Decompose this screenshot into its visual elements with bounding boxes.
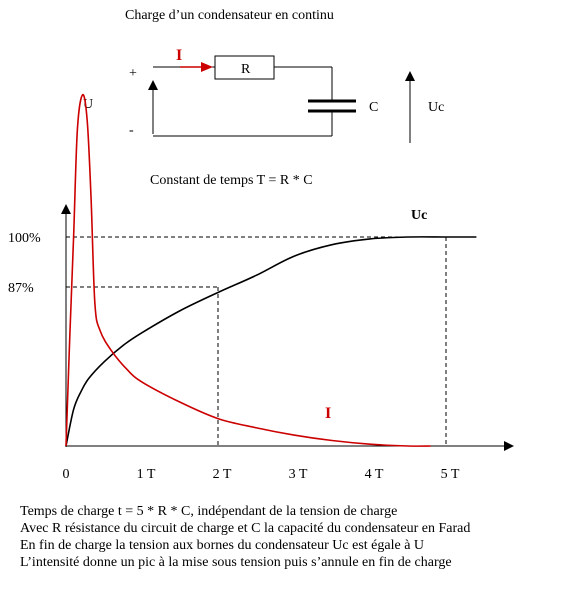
capacitor-voltage-label: Uc: [428, 100, 445, 115]
x-tick-label: 1 T: [136, 467, 156, 482]
diagram-title: Charge d’un condensateur en continu: [125, 8, 334, 23]
note-line: Temps de charge t = 5 * R * C, indépendant de la tension de charge: [20, 504, 398, 519]
note-line: L’intensité donne un pic à la mise sous tension puis s’annule en fin de charge: [20, 555, 452, 570]
x-tick-label: 2 T: [212, 467, 232, 482]
x-tick-label: 4 T: [364, 467, 384, 482]
y-tick-labels: [8, 231, 41, 296]
time-constant-text: Constant de temps T = R * C: [150, 173, 313, 188]
source-label: U: [83, 97, 94, 112]
minus-sign: -: [129, 123, 134, 138]
current-series-label: I: [325, 405, 332, 422]
x-tick-label: 3 T: [288, 467, 308, 482]
note-line: Avec R résistance du circuit de charge et C la capacité du condensateur en Farad: [20, 521, 471, 536]
uc-series-label: Uc: [411, 208, 428, 223]
charge-chart: [8, 95, 512, 482]
circuit: [83, 47, 444, 143]
current-label: I: [176, 47, 183, 64]
series-labels: [325, 208, 427, 422]
current-curve: [66, 95, 431, 447]
x-tick-labels: [63, 467, 460, 482]
capacitor-label: C: [369, 100, 379, 115]
notes-block: [20, 503, 470, 571]
x-tick-label: 5 T: [440, 467, 460, 482]
y-tick-label: 87%: [8, 281, 34, 296]
y-tick-label: 100%: [8, 231, 41, 246]
x-tick-label: 0: [62, 467, 70, 482]
reference-lines: [66, 237, 446, 446]
uc-voltage-curve: [66, 237, 476, 446]
curves: [66, 95, 476, 447]
resistor-label: R: [241, 62, 251, 77]
note-line: En fin de charge la tension aux bornes du condensateur Uc est égale à U: [20, 538, 425, 553]
plus-sign: +: [129, 66, 137, 81]
